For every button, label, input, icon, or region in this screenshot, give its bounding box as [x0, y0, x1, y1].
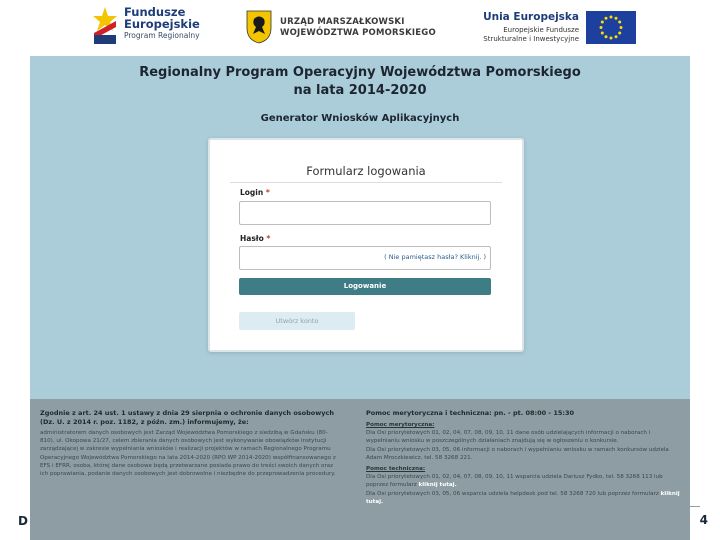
help-contact — [366, 409, 682, 506]
pomorskie-crest-icon — [246, 10, 272, 44]
merit-text-1: Dla Osi priorytetowych 01, 02, 04, 07, 08, 09, 10, 11 dane osób udzielających informacji o naborach i wypełnianiu wniosku w poszczególnych działaniach znajdują się w ogłoszeniu o konkursie. — [366, 430, 651, 445]
create-account-button[interactable]: Utwórz konto — [239, 312, 355, 330]
eu-flag-icon — [586, 11, 636, 44]
tech-text-1: Dla Osi priorytetowych 01, 02, 04, 07, 08, 09, 10, 11 wsparcia udziela Dariusz Fydko, tel. 58 3268 113 lub poprzez formularz — [366, 474, 663, 489]
tech-link-1[interactable]: kliknij tutaj. — [418, 482, 457, 489]
fe-line3: Program Regionalny — [124, 31, 200, 40]
page-title-line1: Regionalny Program Operacyjny Województwa Pomorskiego — [139, 65, 581, 80]
tech-text-2: Dla Osi priorytetowych 03, 05, 06 wsparcia udziela helpdesk pod tel. 58 3268 720 lub poprzez formularz — [366, 490, 659, 497]
privacy-notice — [40, 409, 340, 478]
login-button[interactable]: Logowanie — [239, 278, 491, 295]
ue-line3: Strukturalne i Inwestycyjne — [483, 35, 579, 43]
slide-left-text: D — [18, 514, 28, 528]
page-title-line2: na lata 2014-2020 — [293, 83, 427, 98]
login-label-text: Login — [240, 188, 264, 197]
password-label — [240, 234, 270, 243]
logo-bar — [30, 0, 690, 56]
urzad-marszalkowski-logo — [244, 10, 444, 46]
login-form-title: Formularz logowania — [306, 164, 426, 178]
ue-line1: Unia Europejska — [483, 11, 579, 23]
ue-line2: Europejskie Fundusze — [503, 26, 579, 34]
privacy-text: administratorem danych osobowych jest Zarząd Województwa Pomorskiego z siedzibą w Gdańsku (80-810), ul. Okopowa 21/27, celem zbierania danych osobowych jest wykonywanie obowiązków instytucji zarządzającej w zakresie wypełniania wniosków i realizacji projektów w ramach Regionalnego Programu Operacyjnego Województwa Pomorskiego na lata 2014-2020 (RPO WP 2014-2020) współfinansowanego z EFS i EFRR, osoba, której dane osobowe będą przetwarzane posiada prawo do treści swoich danych oraz ich poprawiania, podanie danych osobowych jest dobrowolne i niezbędne do przeprowadzenia procedury. — [40, 430, 336, 478]
app-header — [30, 64, 690, 124]
card-divider — [230, 182, 502, 183]
slide-page-number: 4 — [699, 513, 708, 527]
tech-text-2-container — [366, 490, 682, 506]
password-label-text: Hasło — [240, 234, 264, 243]
fe-star-icon — [92, 5, 118, 45]
fe-line2: Europejskie — [124, 17, 200, 31]
forgot-password-link[interactable]: ( Nie pamiętasz hasła? Kliknij. ) — [384, 253, 486, 261]
merit-heading: Pomoc merytoryczna: — [366, 422, 435, 428]
password-required-mark: * — [266, 234, 271, 243]
footer — [30, 399, 690, 540]
um-line2: WOJEWÓDZTWA POMORSKIEGO — [280, 28, 436, 38]
login-card — [208, 138, 524, 352]
login-input[interactable] — [239, 201, 491, 225]
fundusze-europejskie-logo — [92, 5, 212, 51]
fe-line1: Fundusze — [124, 5, 186, 19]
login-label — [240, 188, 270, 197]
privacy-heading: Zgodnie z art. 24 ust. 1 ustawy z dnia 29 sierpnia o ochronie danych osobowych (Dz. U. z 2014 r. poz. 1182, z późn. zm.) informujemy, że: — [40, 409, 334, 426]
application-window — [30, 0, 690, 540]
login-required-mark: * — [265, 188, 270, 197]
tech-text-1-container — [366, 473, 682, 489]
merit-text-2: Dla Osi priorytetowych 03, 05, 06 informacji o naborach i wypełnianiu wniosku w ramach konkursów udziela Adam Mroczkiewicz, tel. 58 3268 221. — [366, 446, 669, 461]
page-subtitle: Generator Wniosków Aplikacyjnych — [260, 113, 460, 124]
tech-heading: Pomoc techniczna: — [366, 466, 426, 473]
password-input[interactable] — [239, 246, 491, 270]
um-line1: URZĄD MARSZAŁKOWSKI — [280, 17, 405, 27]
unia-europejska-logo — [482, 11, 662, 51]
tech-link-2[interactable]: kliknij tutaj. — [366, 490, 680, 505]
help-heading: Pomoc merytoryczna i techniczna: pn. - pt. 08:00 - 15:30 — [366, 409, 575, 417]
